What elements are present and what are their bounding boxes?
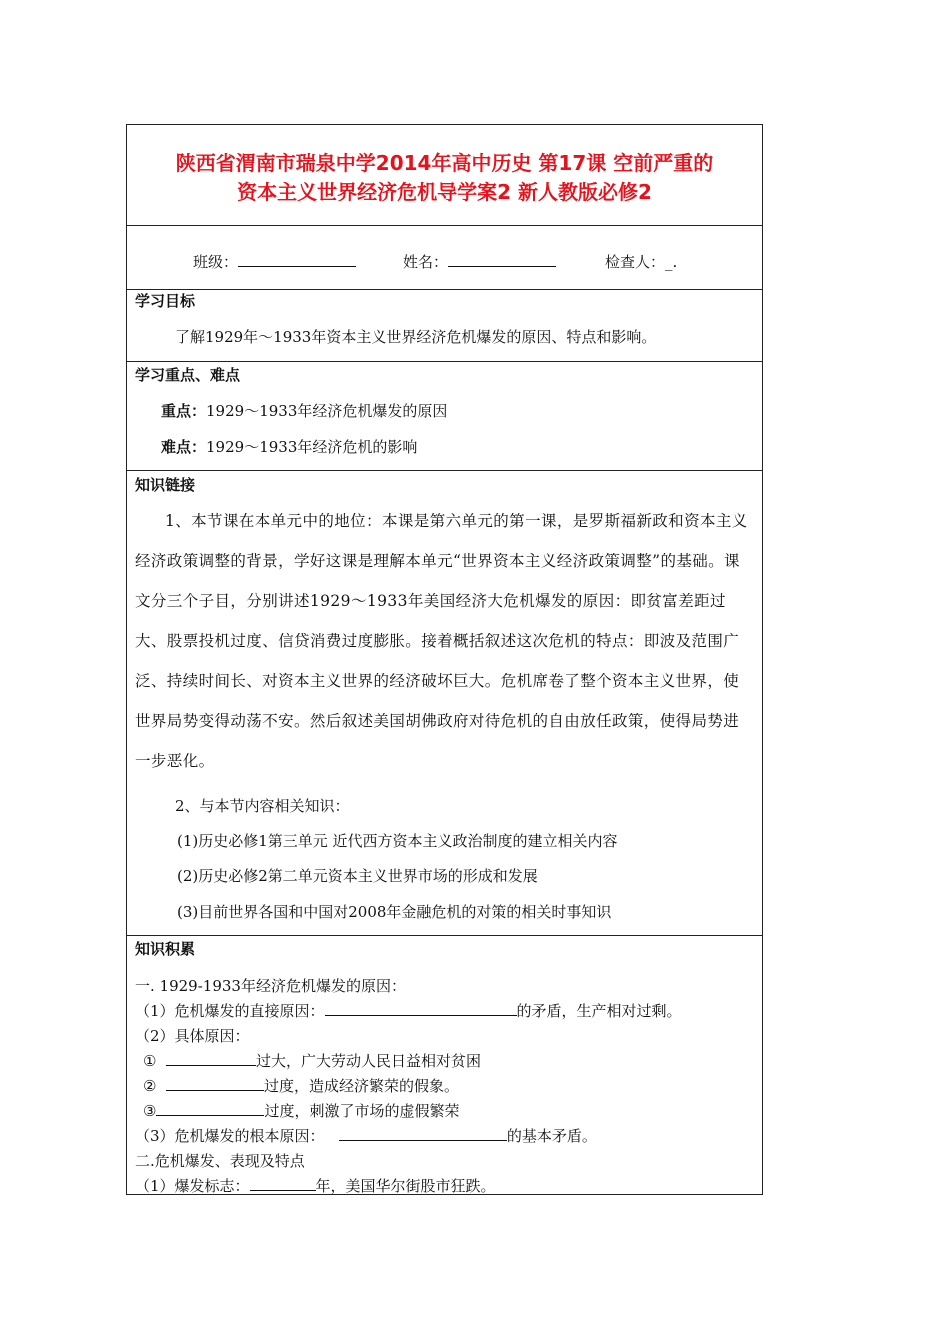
specific-cause-blank[interactable] (156, 1101, 264, 1116)
class-label: 班级： (193, 253, 239, 271)
specific-cause-suffix: 过度，造成经济繁荣的假象。 (264, 1077, 460, 1095)
name-label: 姓名： (403, 253, 449, 271)
knowledge-link-heading: 知识链接 (135, 476, 196, 494)
specific-cause-suffix: 过度，刺激了市场的虚假繁荣 (264, 1102, 460, 1120)
related-item: (2)历史必修2第二单元资本主义世界市场的形成和发展 (177, 867, 538, 885)
class-field (193, 252, 356, 272)
marker: ② (143, 1077, 157, 1095)
checker-mark[interactable]: _. (665, 253, 678, 271)
outbreak-suffix: 年，美国华尔街股市狂跌。 (315, 1177, 496, 1195)
document-title (127, 149, 762, 207)
key-label: 重点： (161, 402, 207, 420)
outbreak-blank[interactable] (250, 1176, 316, 1191)
root-cause-label: （3）危机爆发的根本原因： (135, 1127, 325, 1145)
specific-cause-blank[interactable] (166, 1076, 264, 1091)
knowledge-link-paragraph: 1、本节课在本单元中的地位：本课是第六单元的第一课，是罗斯福新政和资本主义经济政策调整的背景，学好这课是理解本单元“世界资本主义经济政策调整”的基础。课文分三个子目，分别讲述1929～1933年美国经济大危机爆发的原因：即贫富差距过大、股票投机过度、信贷消费过度膨胀。接着概括叙述这次危机的特点：即波及范围广泛、持续时间长、对资本主义世界的经济破坏巨大。危机席卷了整个资本主义世界，使世界局势变得动荡不安。然后叙述美国胡佛政府对待危机的自由放任政策，使得局势进一步恶化。 (135, 512, 748, 770)
root-cause-blank[interactable] (339, 1126, 507, 1141)
keypoints-heading: 学习重点、难点 (135, 366, 241, 384)
divider (127, 935, 762, 936)
title-line-1: 陕西省渭南市瑞泉中学2014年高中历史 第17课 空前严重的 (175, 151, 714, 175)
marker: ① (143, 1052, 157, 1070)
divider (127, 225, 762, 226)
section-2-heading: 二.危机爆发、表现及特点 (135, 1152, 305, 1170)
outbreak-label: （1）爆发标志： (135, 1177, 250, 1195)
checker-field (605, 252, 677, 272)
title-line-2: 资本主义世界经济危机导学案2 新人教版必修2 (237, 180, 652, 204)
divider (127, 289, 762, 290)
goals-heading: 学习目标 (135, 292, 196, 310)
accumulation-heading: 知识积累 (135, 940, 196, 958)
difficult-text: 1929～1933年经济危机的影响 (206, 438, 418, 456)
difficult-label: 难点： (161, 438, 207, 456)
related-item: (3)目前世界各国和中国对2008年金融危机的对策的相关时事知识 (177, 903, 612, 921)
name-blank[interactable] (448, 252, 556, 267)
specific-cause-suffix: 过大，广大劳动人民日益相对贫困 (256, 1052, 482, 1070)
direct-cause-suffix: 的矛盾，生产相对过剩。 (516, 1002, 682, 1020)
divider (127, 361, 762, 362)
related-item: (1)历史必修1第三单元 近代西方资本主义政治制度的建立相关内容 (177, 832, 618, 850)
difficult-point (161, 437, 417, 457)
specific-cause-blank[interactable] (166, 1051, 256, 1066)
outbreak-row (135, 1176, 496, 1196)
direct-cause-label: （1）危机爆发的直接原因： (135, 1002, 325, 1020)
root-cause-row (135, 1126, 597, 1146)
goals-text: 了解1929年～1933年资本主义世界经济危机爆发的原因、特点和影响。 (175, 328, 657, 346)
divider (127, 470, 762, 471)
worksheet-table (126, 124, 763, 1195)
direct-cause-blank[interactable] (325, 1001, 517, 1016)
name-field (403, 252, 556, 272)
key-text: 1929～1933年经济危机爆发的原因 (206, 402, 448, 420)
specific-cause-row (143, 1076, 459, 1096)
marker: ③ (143, 1102, 157, 1120)
specific-cause-row (143, 1051, 481, 1071)
class-blank[interactable] (238, 252, 356, 267)
section-1-heading: 一. 1929-1933年经济危机爆发的原因： (135, 977, 406, 995)
direct-cause-row (135, 1001, 682, 1021)
related-knowledge-heading: 2、与本节内容相关知识： (175, 797, 350, 815)
checker-label: 检查人： (605, 253, 666, 271)
root-cause-suffix: 的基本矛盾。 (506, 1127, 597, 1145)
key-point (161, 401, 447, 421)
specific-cause-row (143, 1101, 459, 1121)
specific-causes-label: （2）具体原因： (135, 1027, 250, 1045)
